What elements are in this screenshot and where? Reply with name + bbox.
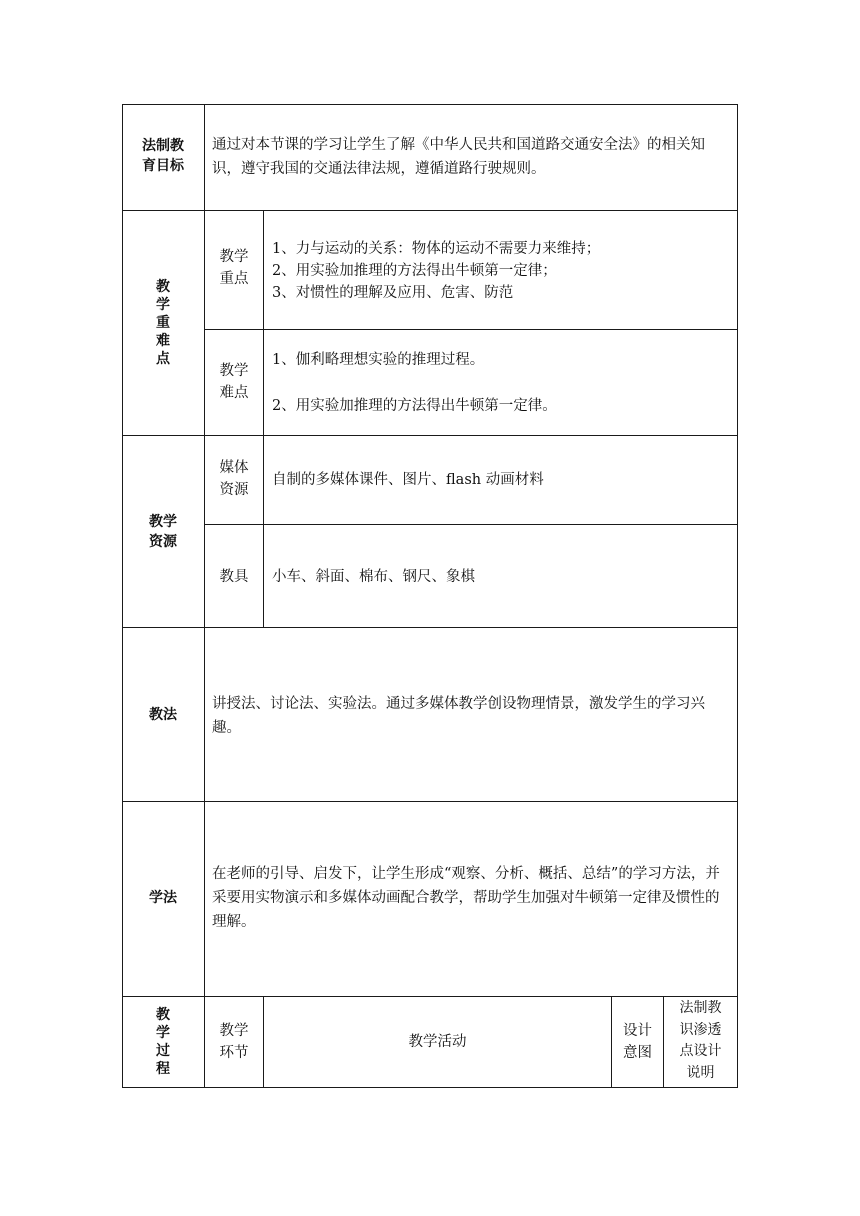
border <box>122 210 738 211</box>
col-activity: 教学活动 <box>408 1034 467 1050</box>
border <box>204 524 738 525</box>
study-content: 在老师的引导、启发下，让学生形成“观察、分析、概括、总结”的学习方法，并采要用实物演示和多媒体动画配合教学，帮助学生加强对牛顿第一定律及惯性的理解。 <box>212 866 720 930</box>
border <box>122 627 738 628</box>
border <box>122 104 123 1088</box>
tools-label: 教具 <box>219 569 249 585</box>
process-header: 教 学 过 程 <box>156 1007 170 1077</box>
method-content: 讲授法、讨论法、实验法。通过多媒体教学创设物理情景，激发学生的学习兴趣。 <box>212 696 705 736</box>
col-stage: 教学 环节 <box>219 1023 249 1061</box>
list-item: 1、伽利略理想实验的推理过程。 <box>272 352 485 368</box>
border <box>122 104 738 105</box>
legal-goal-header: 法制教 育目标 <box>142 138 184 174</box>
border <box>204 329 738 330</box>
list-item: 3、对惯性的理解及应用、危害、防范 <box>272 285 514 301</box>
list-item: 1、力与运动的关系：物体的运动不需要力来维持； <box>272 241 601 257</box>
border <box>122 996 738 997</box>
list-item: 2、用实验加推理的方法得出牛顿第一定律。 <box>272 398 557 414</box>
tools-content: 小车、斜面、棉布、钢尺、象棋 <box>272 569 475 585</box>
border <box>122 801 738 802</box>
method-header: 教法 <box>149 707 177 723</box>
legal-goal-content: 通过对本节课的学习让学生了解《中华人民共和国道路交通安全法》的相关知识，遵守我国的交通法律法规，遵循道路行驶规则。 <box>212 137 705 177</box>
key-points-label: 教学 重点 <box>219 249 249 287</box>
border <box>122 1087 738 1088</box>
key-points-list <box>272 238 732 304</box>
difficult-points-label: 教学 难点 <box>219 363 249 401</box>
list-item: 2、用实验加推理的方法得出牛顿第一定律； <box>272 263 557 279</box>
media-label: 媒体 资源 <box>219 460 249 498</box>
border <box>122 435 738 436</box>
media-content: 自制的多媒体课件、图片、flash 动画材料 <box>272 472 544 488</box>
study-header: 学法 <box>149 890 177 906</box>
border <box>737 104 738 1088</box>
col-legal: 法制教 识渗透 点设计 说明 <box>679 1000 722 1081</box>
resources-header: 教学 资源 <box>149 514 177 550</box>
col-intent: 设计 意图 <box>623 1023 652 1061</box>
border <box>263 210 264 628</box>
key-difficult-header: 教 学 重 难 点 <box>156 279 170 367</box>
